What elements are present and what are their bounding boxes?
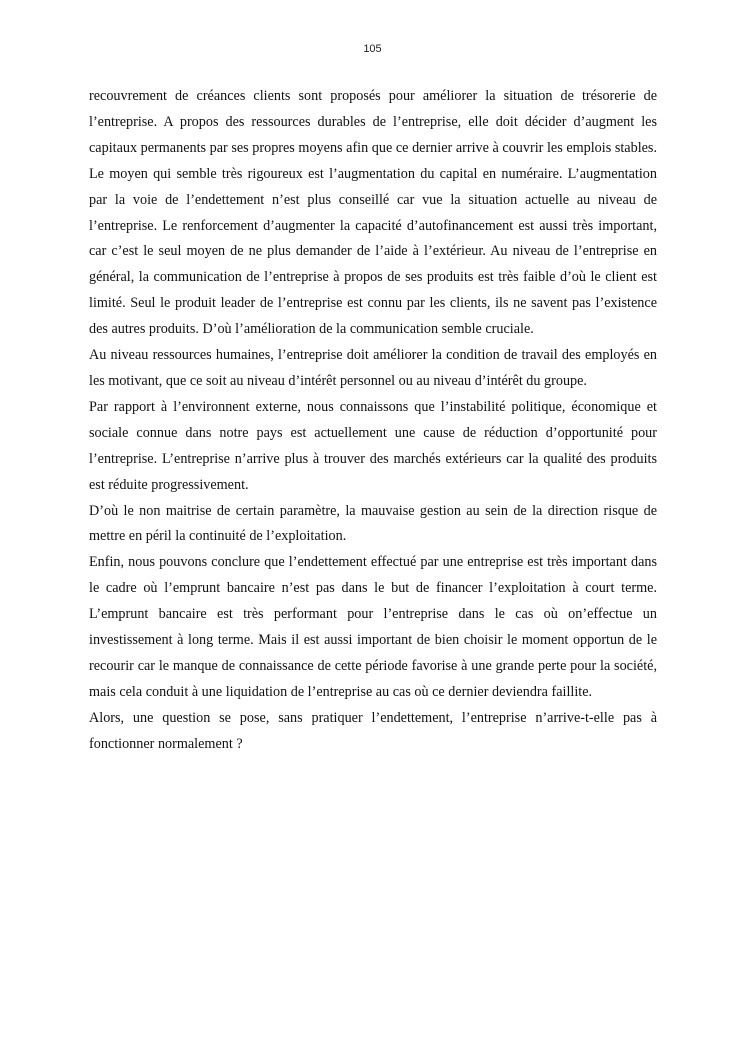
paragraph-external-environment: Par rapport à l’environnent externe, nous connaissons que l’instabilité politique, économique et sociale connue dans notre pays est actuellement une cause de réduction d’opportunité pour l’entreprise. L’entreprise n’arrive plus à trouver des marchés extérieurs car la qualité des produits est réduite progressivement. xyxy=(89,398,657,493)
paragraph-question: Alors, une question se pose, sans pratiquer l’endettement, l’entreprise n’arrive-t-elle pas à fonctionner normalement ? xyxy=(89,709,657,752)
paragraph-financial-recommendations: recouvrement de créances clients sont proposés pour améliorer la situation de trésorerie de l’entreprise. A propos des ressources durables de l’entreprise, elle doit décider d’augment les capitaux permanents par ses propres moyens afin que ce dernier arrive à couvrir les emplois stables. Le moyen qui semble très rigoureux est l’augmentation du capital en numéraire. L’augmentation par la voie de l’endettement n’est plus conseillé car vue la situation actuelle au niveau de l’entreprise. Le renforcement d’augmenter la capacité d’autofinancement est aussi très important, car c’est le seul moyen de ne plus demander de l’aide à l’extérieur. Au niveau de l’entreprise en général, la communication de l’entreprise à propos de ses produits est très faible d’où le client est limité. Seul le produit leader de l’entreprise est connu par les clients, ils ne savent pas l’existence des autres produits. D’où l’amélioration de la communication semble cruciale. xyxy=(89,88,657,338)
page-number: 105 xyxy=(363,43,382,55)
paragraph-human-resources: Au niveau ressources humaines, l’entreprise doit améliorer la condition de travail des employés en les motivant, que ce soit au niveau d’intérêt personnel ou au niveau d’intérêt du groupe. xyxy=(89,347,657,389)
paragraph-management-risk: D’où le non maitrise de certain paramètre, la mauvaise gestion au sein de la direction risque de mettre en péril la continuité de l’exploitation. xyxy=(89,502,657,545)
paragraph-conclusion: Enfin, nous pouvons conclure que l’endettement effectué par une entreprise est très important dans le cadre où l’emprunt bancaire n’est pas dans le but de financer l’exploitation à court terme. L’emprunt bancaire est très performant pour l’entreprise dans le cas où on’effectue un investissement à long terme. Mais il est aussi important de bien choisir le moment opportun de le recourir car le manque de connaissance de cette période favorise à une grande perte pour la société, mais cela conduit à une liquidation de l’entreprise au cas où ce dernier deviendra faillite. xyxy=(89,554,657,700)
body-text xyxy=(89,84,657,758)
